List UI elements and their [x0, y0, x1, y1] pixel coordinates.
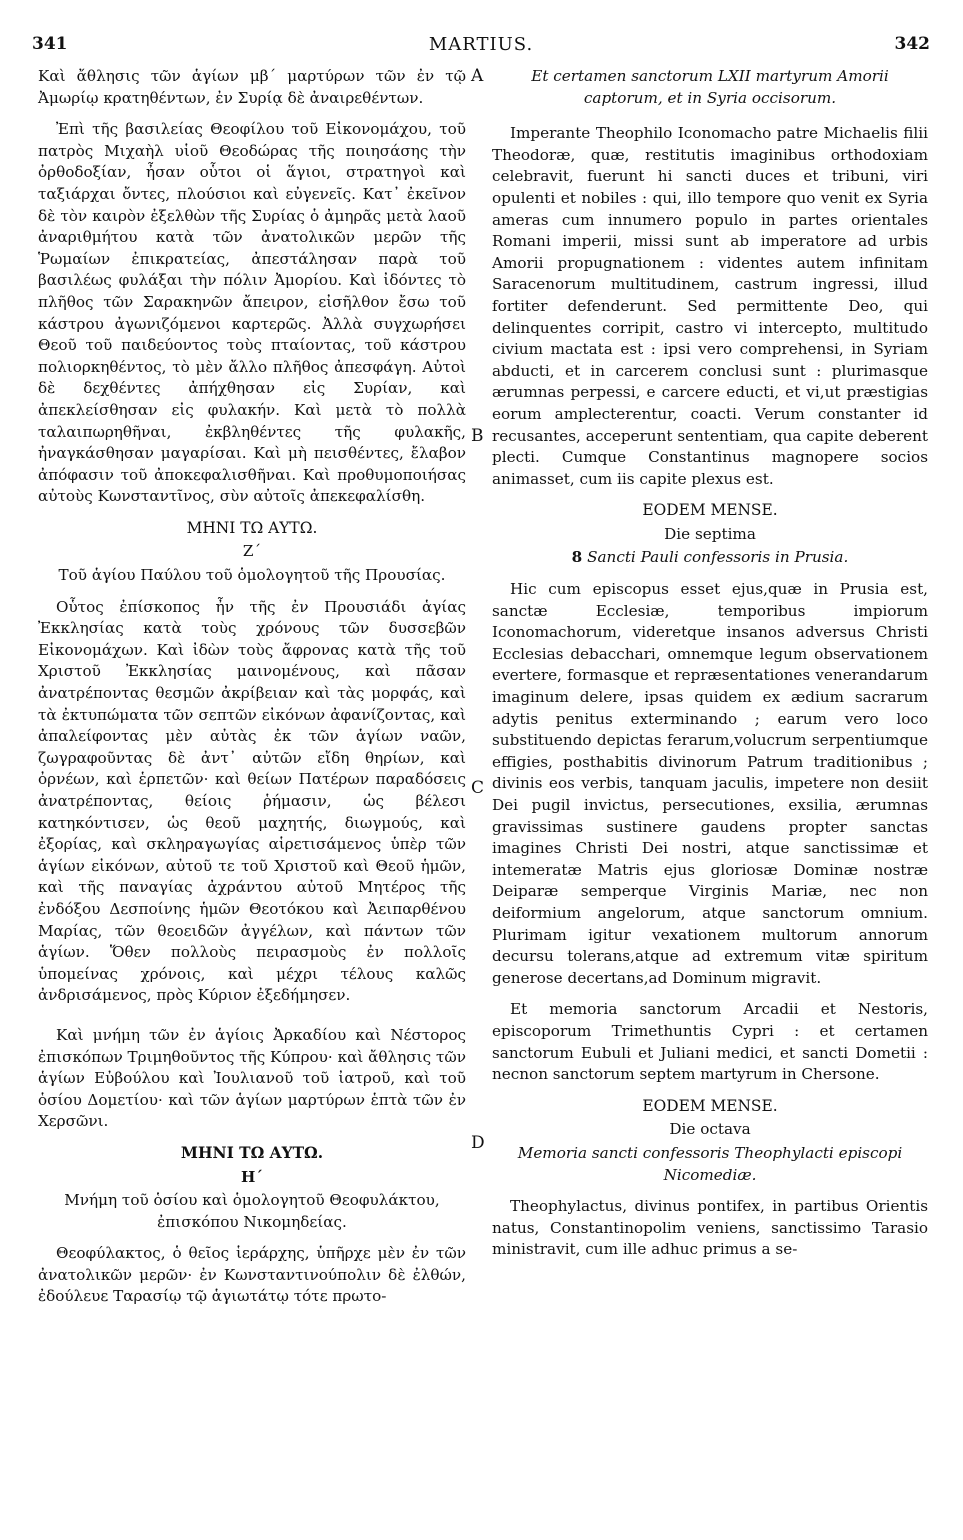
latin-heading: EODEM MENSE.: [642, 1096, 778, 1115]
greek-day-number: Η΄: [241, 1167, 263, 1186]
greek-entry-title: Μνήμη τοῦ ὁσίου καὶ ὁμολογητοῦ Θεοφυλάκτου, ἐπισκόπου Νικομηδείας.: [64, 1191, 440, 1231]
section-marker-c: C: [471, 778, 485, 798]
greek-entry-title: Τοῦ ἁγίου Παύλου τοῦ ὁμολογητοῦ τῆς Προυσίας.: [58, 566, 446, 585]
section-marker-a: A: [471, 66, 484, 86]
greek-heading: ΜΗΝΙ ΤΩ ΑΥΤΩ.: [180, 1143, 324, 1162]
latin-entry-title-text: Sancti Pauli confessoris in Prusia.: [587, 548, 849, 567]
latin-paragraph: Et memoria sanctorum Arcadii et Nestoris, episcoporum Trimethuntis Cypri : et certamen sanctorum Eubuli et Juliani medici, et sancti Dometii : necnon sanctorum septem martyrum in Chersone.: [492, 1000, 928, 1084]
page-number-left: 341: [32, 34, 68, 54]
latin-paragraph: Theophylactus, divinus pontifex, in partibus Orientis natus, Constantinopolim veniens, sanctissimo Tarasio ministravit, cum ille adhuc primus a se-: [492, 1197, 928, 1259]
latin-day-label: Die septima: [664, 524, 756, 543]
greek-column: [38, 66, 466, 1318]
latin-paragraph: Hic cum episcopus esset ejus,quæ in Prusia est, sanctæ Ecclesiæ, temporibus impiorum Iconomachorum, videretque insanos adversus Christi Ecclesias debacchari, omnemque legum observationem evertere, formasque et repræsentationes venerandarum imaginum delere, ipsas quidem ex ædium sacrarum adytis penitus exterminando ; earum vero loco substituendo depictas ferarum,volucrum serpentiumque effigies, posthabitis divinorum Patrum traditionibus ; divinis eos verbis, tanquam jaculis, impetere non desiit Dei pugil invictus, persecutiones, exsilia, ærumnas gravissimas sustinere gaudens propter sanctas imagines Christi Dei nostri, atque sanctissimæ et intemeratæ Matris ejus gloriosæ Dominæ nostræ Deiparæ semperque Virginis Mariæ, nec non deiformium angelorum, atque sanctorum omnium. Plurimam igitur vexationem multorum annorum decursu tolerans,atque ad extremum vitæ spiritum generose decertans,ad Dominum migravit.: [492, 580, 928, 987]
greek-heading: ΜΗΝΙ ΤΩ ΑΥΤΩ.: [186, 518, 318, 537]
running-header: [32, 34, 930, 58]
section-marker-b: B: [471, 426, 484, 446]
greek-intro: Καὶ ἄθλησις τῶν ἁγίων μβ΄ μαρτύρων τῶν ἐν τῷ Ἀμωρίῳ κρατηθέντων, ἐν Συρίᾳ δὲ ἀναιρεθέντων.: [38, 67, 466, 107]
latin-intro: Et certamen sanctorum LXII martyrum Amorii captorum, et in Syria occisorum.: [531, 67, 889, 107]
latin-paragraph: Imperante Theophilo Iconomacho patre Michaelis filii Theodoræ, quæ, restitutis imaginibus orthodoxiam celebravit, fuerunt hi sancti duces et tribuni, viri opulenti et nobiles : qui, illo tempore quo venit ex Syria ameras cum innumero populo in partes orientales Romani imperii, missi sunt ab imperatore ad urbis Amorii propugnationem : videntes autem infinitam Saracenorum multitudinem, castrum ingressi, illud fortiter defenderunt. Sed permittente Deo, qui delinquentes corripit, castro vi intercepto, multitudo civium mactata est : ipsi vero comprehensi, in Syriam abducti, et in carcerem conclusi sunt : plurimasque ærumnas perpessi, e carcere educti, et vi,ut præstigias eorum amplecterentur, coacti. Verum constanter id recusantes, acceperunt sententiam, qua capite deberent plecti. Cumque Constantinus magnopere socios animasset, cum iis capite plexus est.: [492, 124, 928, 488]
page-number-right: 342: [894, 34, 930, 54]
latin-entry-title: Memoria sancti confessoris Theophylacti episcopi Nicomediæ.: [517, 1143, 903, 1184]
latin-entry-number: 8: [571, 548, 583, 567]
greek-paragraph: Θεοφύλακτος, ὁ θεῖος ἱεράρχης, ὑπῆρχε μὲν ἐν τῶν ἀνατολικῶν μερῶν· ἐν Κωνσταντινούπολιν δὲ ἐλθών, ἐδούλευε Ταρασίῳ τῷ ἁγιωτάτῳ τότε πρωτο-: [38, 1244, 466, 1306]
greek-paragraph: Καὶ μνήμη τῶν ἐν ἁγίοις Ἀρκαδίου καὶ Νέστορος ἐπισκόπων Τριμηθοῦντος τῆς Κύπρου· καὶ ἄθλησις τῶν ἁγίων Εὐβούλου καὶ Ἰουλιανοῦ τοῦ ἰατροῦ, καὶ τοῦ ὁσίου Δομετίου· καὶ τῶν ἁγίων μαρτύρων ἑπτὰ τῶν ἐν Χερσῶνι.: [38, 1025, 466, 1131]
greek-day-number: Ζ΄: [242, 542, 262, 561]
running-title: MARTIUS.: [428, 34, 534, 55]
greek-paragraph: Ἐπὶ τῆς βασιλείας Θεοφίλου τοῦ Εἰκονομάχου, τοῦ πατρὸς Μιχαὴλ υἱοῦ Θεοδώρας τῆς ποιησάσης τὴν ὀρθοδοξίαν, ἦσαν οὗτοι οἱ ἅγιοι, στρατηγοὶ καὶ ταξιάρχαι ὄντες, πλούσιοι καὶ εὐγενεῖς. Κατ᾽ ἐκεῖνον δὲ τὸν καιρὸν ἐξελθὼν τῆς Συρίας ὁ ἀμηρᾶς μετὰ λαοῦ ἀναριθμήτου κατὰ τῶν ἀνατολικῶν μερῶν τῆς Ῥωμαίων ἐπικρατείας, ἀπεστάλησαν παρὰ τοῦ βασιλέως φυλάξαι τὴν πόλιν Ἀμορίου. Καὶ ἰδόντες τὸ πλῆθος τῶν Σαρακηνῶν ἄπειρον, εἰσῆλθον ἔσω τοῦ κάστρου ἀγωνιζόμενοι καρτερῶς. Ἀλλὰ συγχωρήσει Θεοῦ τοῦ παιδεύοντος τοὺς πταίοντας, τοῦ κάστρου πολιορκηθέντος, τὸ μὲν ἄλλο πλῆθος ἀπεσφάγη. Αὐτοὶ δὲ δεχθέντες ἀπήχθησαν εἰς Συρίαν, καὶ ἀπεκλείσθησαν εἰς φυλακήν. Καὶ μετὰ τὸ πολλὰ ταλαιπωρηθῆναι, ἐκβληθέντες τῆς φυλακῆς, ἠναγκάσθησαν μαγαρίσαι. Καὶ μὴ πεισθέντες, ἔλαβον ἀπόφασιν τοῦ ἀποκεφαλισθῆναι. Καὶ προθυμοποιήσας αὐτοὺς Κωνσταντῖνος, σὺν αὐτοῖς ἀπεκεφαλίσθη.: [38, 120, 466, 506]
latin-entry-title: [492, 547, 928, 569]
latin-heading: EODEM MENSE.: [642, 501, 778, 520]
greek-paragraph: Οὗτος ἐπίσκοπος ἦν τῆς ἐν Προυσιάδι ἁγίας Ἐκκλησίας κατὰ τοὺς χρόνους τῶν δυσσεβῶν Εἰκονομάχων. Καὶ ἰδὼν τοὺς ἄφρονας κατὰ τῆς τοῦ Χριστοῦ Ἐκκλησίας μαινομένους, καὶ πᾶσαν ἀνατρέποντας θεσμῶν ἀκρίβειαν καὶ τὰς μορφάς, καὶ τὰ ἐκτυπώματα τῶν σεπτῶν εἰκόνων ἀφανίζοντας, καὶ ἀπαλείφοντας μὲν αὐτὰς ἐκ τῶν ἁγίων ναῶν, ζωγραφοῦντας δὲ ἀντ᾽ αὐτῶν εἴδη θηρίων, καὶ ὀρνέων, καὶ ἑρπετῶν· καὶ θείων Πατέρων παραδόσεις ἀνατρέποντας, θείοις ῥήμασιν, ὡς βέλεσι κατηκόντισεν, ὡς θεοῦ μαχητής, διωγμούς, καὶ ἐξορίας, καὶ σκληραγωγίας αἱρετισάμενος ὑπὲρ τῶν ἁγίων εἰκόνων, αὐτοῦ τε τοῦ Χριστοῦ καὶ Θεοῦ ἡμῶν, καὶ τῆς παναγίας ἀχράντου αὐτοῦ Μητέρος τῆς ἐνδόξου Δεσποίνης ἡμῶν Θεοτόκου καὶ Ἀειπαρθένου Μαρίας, τῶν θεοειδῶν ἀγγέλων, καὶ πάντων τῶν ἁγίων. Ὅθεν πολλοὺς πειρασμοὺς ἐν πολλοῖς ὑπομείνας χρόνοις, καὶ μέχρι τέλους καλῶς ἀνδρισάμενος, πρὸς Κύριον ἐξεδήμησεν.: [38, 597, 466, 1005]
latin-day-label: Die octava: [669, 1120, 751, 1139]
latin-column: [492, 66, 928, 1271]
section-marker-d: D: [471, 1133, 485, 1153]
